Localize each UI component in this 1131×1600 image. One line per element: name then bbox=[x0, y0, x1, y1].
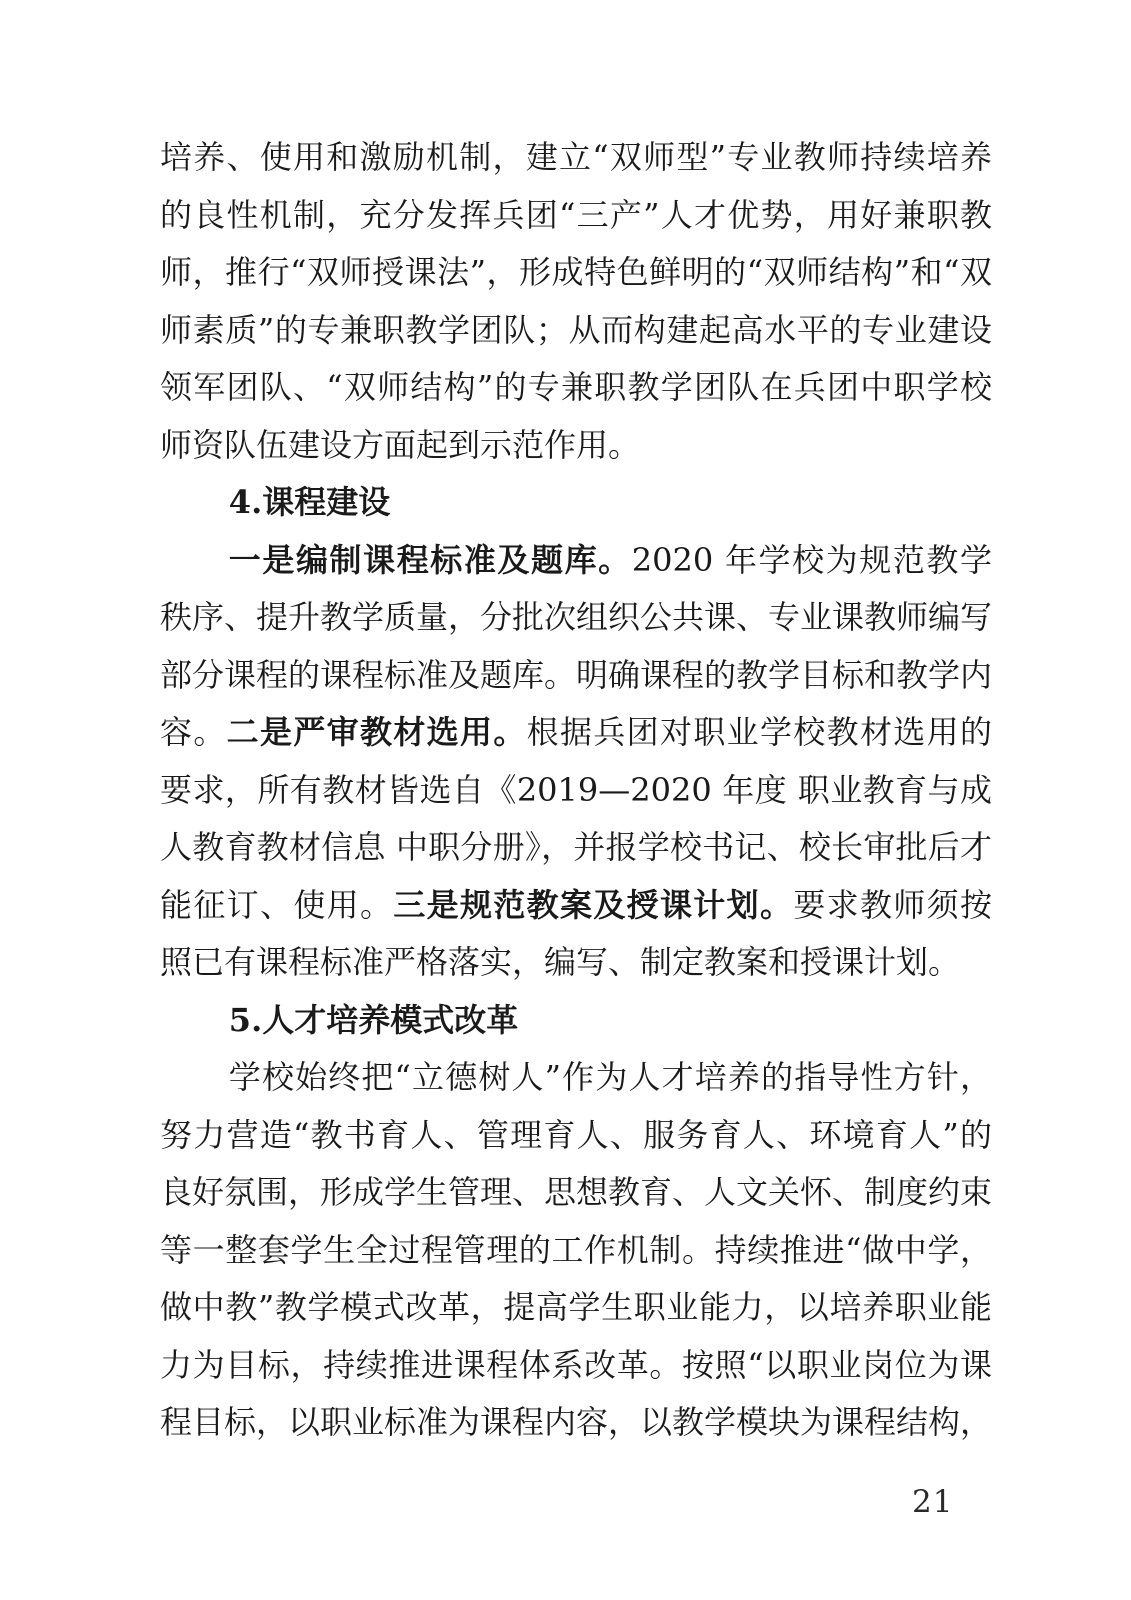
text-run: 要求教师须按照已有课程标准严格落实，编写、制定教案和授课计划。 bbox=[160, 885, 992, 981]
bold-lead-phrase-2: 二是严审教材选用。 bbox=[226, 713, 527, 751]
section-5-heading: 5.人才培养模式改革 bbox=[228, 1000, 519, 1039]
section-4-heading: 4.课程建设 bbox=[228, 483, 391, 521]
bold-lead-phrase-1: 一是编制课程标准及题库。 bbox=[228, 540, 632, 579]
page-body bbox=[160, 129, 992, 1452]
section-4-paragraph bbox=[160, 532, 992, 992]
bold-lead-phrase-3: 三是规范教案及授课计划。 bbox=[393, 885, 794, 924]
text-run: 根据兵团对职业学校教材选用的要求，所有教材皆选自《2019—2020 年度 职业教育与成人教育教材信息 中职分册》，并报学校书记、校长审批后才能征订、使用。 bbox=[160, 713, 992, 924]
continuation-paragraph: 培养、使用和激励机制，建立“双师型”专业教师持续培养的良性机制，充分发挥兵团“三产”人才优势，用好兼职教师，推行“双师授课法”，形成特色鲜明的“双师结构”和“双师素质”的专兼职教学团队；从而构建起高水平的专业建设领军团队、“双师结构”的专兼职教学团队在兵团中职学校师资队伍建设方面起到示范作用。 bbox=[160, 138, 992, 464]
section-5-paragraph: 学校始终把“立德树人”作为人才培养的指导性方针，努力营造“教书育人、管理育人、服务育人、环境育人”的良好氛围，形成学生管理、思想教育、人文关怀、制度约束等一整套学生全过程管理的工作机制。持续推进“做中学，做中教”教学模式改革，提高学生职业能力，以培养职业能力为目标，持续推进课程体系改革。按照“以职业岗位为课程目标，以职业标准为课程内容，以教学模块为课程结构， bbox=[160, 1058, 993, 1441]
page-number: 21 bbox=[912, 1484, 954, 1520]
text-run: 2020 年学校为规范教学秩序、提升教学质量，分批次组织公共课、专业课教师编写部分课程的课程标准及题库。明确课程的教学目标和教学内容。 bbox=[160, 540, 993, 751]
